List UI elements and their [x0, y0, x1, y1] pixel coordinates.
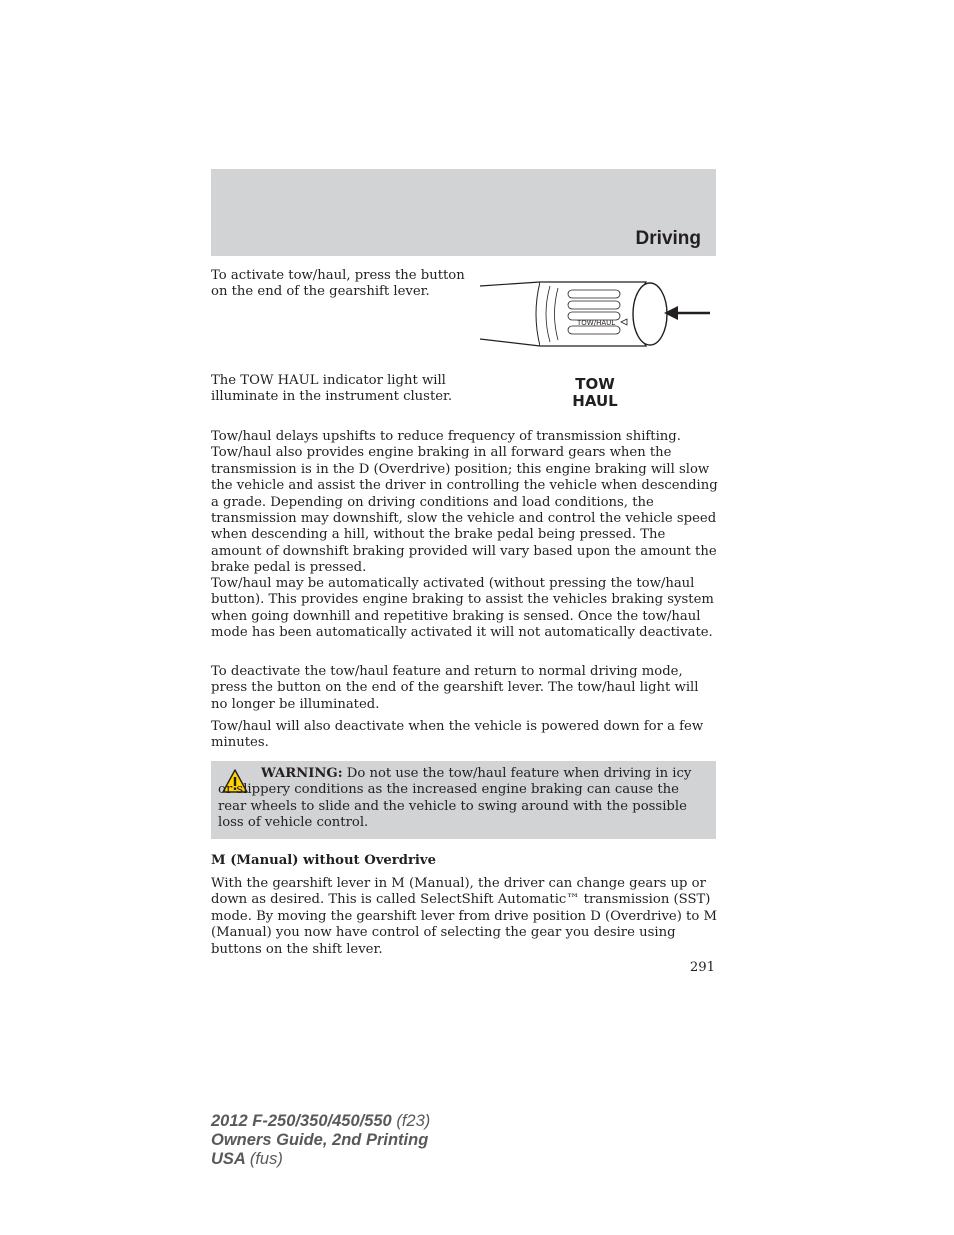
paragraph-auto-activation: Tow/haul may be automatically activated (without pressing the tow/haul button). This provides engine braking to assist the vehicles braking system when going downhill and repetitive braking is sensed. Once the tow/haul mode has been automatically activated it will not automatically deactivate.	[211, 576, 714, 641]
indicator-line-2: HAUL	[572, 392, 618, 410]
paragraph-power-down: Tow/haul will also deactivate when the vehicle is powered down for a few minutes.	[211, 719, 704, 751]
gearshift-lever-illustration	[476, 276, 716, 354]
footer-line-3: USA (fus)	[211, 1150, 283, 1168]
paragraph-towhaul-function: Tow/haul delays upshifts to reduce frequency of transmission shifting. Tow/haul also provides engine braking in all forward gears when the transmission is in the D (Overdrive) position; this engine braking will slow the vehicle and assist the driver in controlling the vehicle when descending a grade. Depending on driving conditions and load conditions, the transmission may downshift, slow the vehicle and control the vehicle speed when descending a hill, without the brake pedal being pressed. The amount of downshift braking provided will vary based upon the amount the brake pedal is pressed.	[211, 429, 718, 576]
manual-section-heading: M (Manual) without Overdrive	[211, 853, 436, 868]
warning-box	[211, 761, 716, 839]
indicator-light-description: The TOW HAUL indicator light will illuminate in the instrument cluster.	[211, 373, 453, 405]
section-title: Driving	[635, 228, 701, 249]
paragraph-deactivate: To deactivate the tow/haul feature and return to normal driving mode, press the button on the end of the gearshift lever. The tow/haul light will no longer be illuminated.	[211, 664, 699, 712]
warning-message	[218, 766, 708, 832]
activate-instructions: To activate tow/haul, press the button on the end of the gearshift lever.	[211, 268, 465, 300]
warning-label: WARNING:	[261, 766, 343, 781]
warning-text: Do not use the tow/haul feature when driving in icy or slippery conditions as the increased engine braking can cause the rear wheels to slide and the vehicle to swing around with the possible loss of vehicle control.	[218, 766, 692, 831]
document-footer	[211, 1112, 430, 1169]
footer-line-2: Owners Guide, 2nd Printing	[211, 1131, 429, 1149]
page-number: 291	[689, 960, 715, 975]
tow-haul-button-label: TOW/HAUL	[577, 319, 616, 327]
header-band	[211, 169, 716, 256]
tow-haul-indicator-icon	[560, 376, 630, 410]
indicator-line-1: TOW	[575, 375, 615, 393]
footer-line-1: 2012 F-250/350/450/550 (f23)	[211, 1112, 431, 1130]
manual-section-text: With the gearshift lever in M (Manual), the driver can change gears up or down as desired. This is called SelectShift Automatic™ transmission (SST) mode. By moving the gearshift lever from drive position D (Overdrive) to M (Manual) you now have control of selecting the gear you desire using buttons on the shift lever.	[211, 876, 717, 957]
